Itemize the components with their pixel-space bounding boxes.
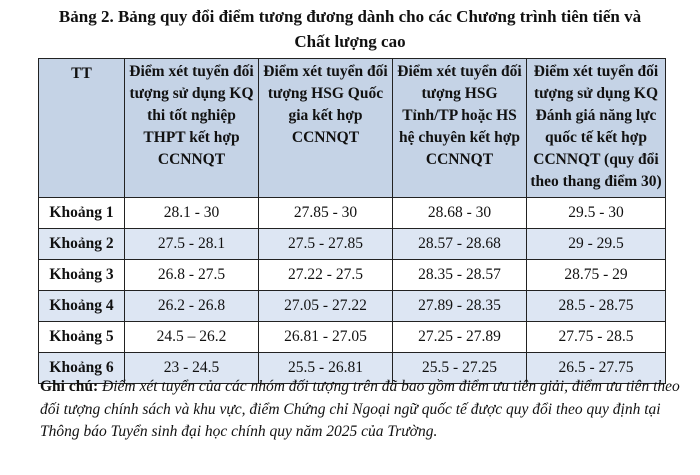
- table-cell: 27.25 - 27.89: [393, 322, 527, 353]
- table-cell: 27.05 - 27.22: [259, 291, 393, 322]
- footnote-text: Điểm xét tuyển của các nhóm đối tượng trên đã bao gồm điểm ưu tiên giải, điểm ưu tiên theo đối tượng chính sách và khu vực, điểm Chứng chỉ Ngoại ngữ quốc tế được quy đổi theo quy định tại Thông báo Tuyển sinh đại học chính quy năm 2025 của Trường.: [40, 378, 680, 440]
- row-label: Khoảng 3: [39, 260, 125, 291]
- table-row: [39, 260, 666, 291]
- header-thpt: Điểm xét tuyển đối tượng sử dụng KQ thi tốt nghiệp THPT kết hợp CCNNQT: [125, 59, 259, 198]
- table-cell: 28.35 - 28.57: [393, 260, 527, 291]
- table-cell: 26.2 - 26.8: [125, 291, 259, 322]
- table-cell: 25.5 - 26.81: [259, 353, 393, 384]
- row-label: Khoảng 6: [39, 353, 125, 384]
- table-cell: 28.5 - 28.75: [527, 291, 666, 322]
- row-label: Khoảng 2: [39, 229, 125, 260]
- footnote: [40, 376, 680, 444]
- table-row: [39, 229, 666, 260]
- table-cell: 27.85 - 30: [259, 198, 393, 229]
- table-row: [39, 322, 666, 353]
- table-cell: 27.5 - 27.85: [259, 229, 393, 260]
- header-danh-gia-nang-luc: Điểm xét tuyển đối tượng sử dụng KQ Đánh giá năng lực quốc tế kết hợp CCNNQT (quy đổi theo thang điểm 30): [527, 59, 666, 198]
- table-cell: 28.75 - 29: [527, 260, 666, 291]
- table-cell: 26.81 - 27.05: [259, 322, 393, 353]
- table-header-row: [39, 59, 666, 198]
- table-cell: 26.5 - 27.75: [527, 353, 666, 384]
- table-cell: 27.75 - 28.5: [527, 322, 666, 353]
- header-hsg-tinh: Điểm xét tuyển đối tượng HSG Tỉnh/TP hoặc HS hệ chuyên kết hợp CCNNQT: [393, 59, 527, 198]
- table-title: [0, 0, 700, 54]
- title-line-1: Bảng 2. Bảng quy đổi điểm tương đương dành cho các Chương trình tiên tiến và: [58, 7, 642, 26]
- row-label: Khoảng 5: [39, 322, 125, 353]
- table-cell: 26.8 - 27.5: [125, 260, 259, 291]
- header-hsg-quoc-gia: Điểm xét tuyển đối tượng HSG Quốc gia kết hợp CCNNQT: [259, 59, 393, 198]
- table-cell: 29.5 - 30: [527, 198, 666, 229]
- table-cell: 25.5 - 27.25: [393, 353, 527, 384]
- header-tt: TT: [39, 59, 125, 198]
- conversion-table: [38, 58, 666, 384]
- table-cell: 29 - 29.5: [527, 229, 666, 260]
- table-cell: 24.5 – 26.2: [125, 322, 259, 353]
- table-cell: 23 - 24.5: [125, 353, 259, 384]
- table-cell: 27.5 - 28.1: [125, 229, 259, 260]
- table-cell: 27.89 - 28.35: [393, 291, 527, 322]
- footnote-label: Ghi chú:: [40, 378, 99, 395]
- table-cell: 28.68 - 30: [393, 198, 527, 229]
- table-cell: 27.22 - 27.5: [259, 260, 393, 291]
- table-row: [39, 198, 666, 229]
- table-row: [39, 291, 666, 322]
- title-line-2: Chất lượng cao: [294, 32, 406, 51]
- table-cell: 28.57 - 28.68: [393, 229, 527, 260]
- row-label: Khoảng 4: [39, 291, 125, 322]
- table-cell: 28.1 - 30: [125, 198, 259, 229]
- conversion-table-wrapper: [38, 58, 665, 384]
- row-label: Khoảng 1: [39, 198, 125, 229]
